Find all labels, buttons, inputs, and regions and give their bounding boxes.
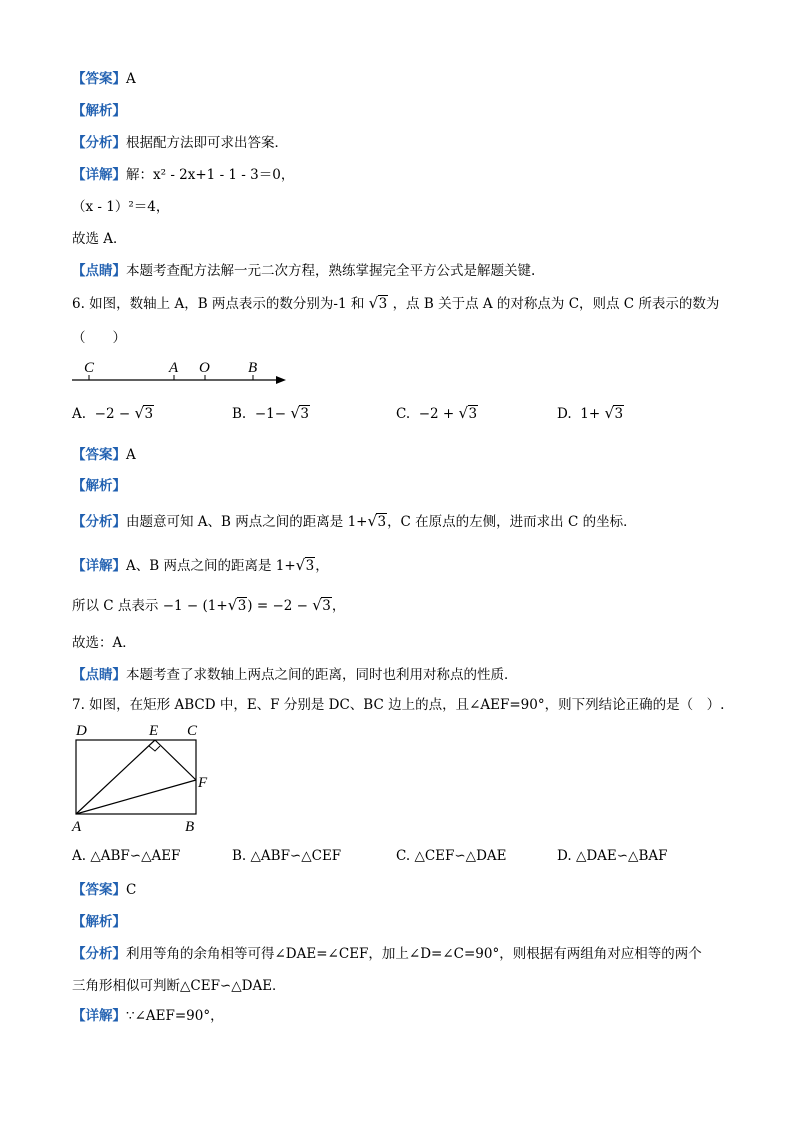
detail-text: A、B 两点之间的距离是 [126,558,272,574]
detail-text: 所以 C 点表示 [72,598,159,614]
q7-option-a [72,848,180,864]
option-sqrt [459,406,479,422]
fenxi-text: 根据配方法即可求出答案． [126,135,288,151]
option-prefix: −2 + [418,406,455,422]
q6-option-b [232,406,310,422]
q6-answer-line [72,443,136,463]
expr-part: ) [247,598,253,614]
q6-fenxi-line [72,510,637,530]
stem-part: ，点 B 关于点 A 的对称点为 C，则点 C 所表示的数为 [392,296,720,312]
answer-value: A [126,447,136,463]
comment-text: 本题考查配方法解一元二次方程，熟练掌握完全平方公式是解题关键. [126,263,536,279]
answer-tag: 【答案】 [72,447,126,463]
option-letter: D. [557,848,572,864]
q7-option-d [557,848,667,864]
radicand: 3 [378,296,388,312]
punct: ， [315,558,329,574]
q7-option-c [396,848,507,864]
sqrt-expression [228,598,248,614]
q7-fenxi-line2: 三角形相似可判断△CEF∽△DAE． [72,978,286,994]
expr-part: −1 − [162,598,199,614]
q7-analysis-tag [72,910,126,930]
option-text: △ABF∽△AEF [90,848,181,864]
label-c: C [84,360,95,376]
expr-prefix: 1+ [347,514,368,530]
option-text: △DAE∽△BAF [575,848,668,864]
label-d: D [76,723,87,739]
option-letter: D. [557,406,572,422]
q6-option-c [396,406,478,422]
option-prefix: 1+ [580,406,601,422]
q6-stem-line1 [72,292,719,312]
label-e: E [149,723,159,739]
segment-ef [155,740,196,780]
detail-tag: 【详解】 [72,1008,126,1024]
comment-tag: 【点睛】 [72,263,126,279]
sqrt-expression [369,296,389,312]
sqrt-expression [296,558,316,574]
radicand: 3 [322,598,331,614]
punct: ， [331,598,346,614]
detail-tag: 【详解】 [72,558,126,574]
comment-text: 本题考查了求数轴上两点之间的距离，同时也利用对称点的性质． [126,667,518,683]
label-o: O [199,360,210,376]
sqrt-expression [312,598,332,614]
answer-tag: 【答案】 [72,882,126,898]
fenxi-tag: 【分析】 [72,135,126,151]
analysis-tag: 【解析】 [72,478,126,494]
fenxi-tag: 【分析】 [72,946,126,962]
fenxi-text: ，C 在原点的左侧，进而求出 C 的坐标． [387,514,637,530]
q5-comment-line [72,259,535,279]
answer-tag: 【答案】 [72,71,126,87]
radicand: 3 [614,406,624,422]
option-letter: A. [72,406,87,422]
answer-value: A [126,71,136,87]
fenxi-text: 由题意可知 A、B 两点之间的距离是 [126,514,344,530]
expr-part: = −2 − [256,598,308,614]
q7-answer-line [72,878,136,898]
rectangle-figure [68,718,218,836]
sqrt-expression [367,514,387,530]
option-sqrt [604,406,624,422]
q6-comment-line [72,663,518,683]
q5-detail-line2: （x - 1）²＝4， [72,199,170,215]
comment-tag: 【点睛】 [72,667,126,683]
detail-text: 解：x² - 2x+1 - 1 - 3＝0， [126,167,295,183]
option-letter: B. [232,848,247,864]
option-text: △CEF∽△DAE [414,848,507,864]
option-letter: A. [72,848,87,864]
fenxi-tag: 【分析】 [72,514,126,530]
label-b: B [248,360,258,376]
analysis-tag: 【解析】 [72,103,126,119]
q6-option-a [72,406,154,422]
rectangle-abcd [76,740,196,814]
q5-analysis-tag [72,99,126,119]
q7-option-b [232,848,341,864]
q6-conclusion: 故选：A． [72,635,136,651]
option-prefix: −1− [254,406,287,422]
q7-stem: 7. 如图，在矩形 ABCD 中，E、F 分别是 DC、BC 边上的点，且∠AEF=90°，则下列结论正确的是（ ）. [72,697,725,713]
option-text: △ABF∽△CEF [250,848,342,864]
option-sqrt [134,406,154,422]
label-f: F [198,775,208,791]
q6-detail-line2 [72,594,345,614]
radicand: 3 [305,558,315,574]
radicand: 3 [237,598,247,614]
detail-tag: 【详解】 [72,167,126,183]
q6-option-d [557,406,624,422]
stem-part: 6. 如图，数轴上 A，B 两点表示的数分别为-1 和 [72,296,365,312]
label-a: A [169,360,179,376]
label-b: B [185,819,195,835]
q6-stem-line2: （ ） [72,330,126,346]
option-sqrt [290,406,310,422]
q5-detail-line3: 故选 A． [72,231,127,247]
q7-fenxi-line1 [72,942,702,962]
number-line-arrow [276,376,286,384]
detail-text: ∵∠AEF=90°， [126,1008,224,1024]
option-prefix: −2 − [94,406,131,422]
right-angle-mark [149,746,160,751]
option-letter: B. [232,406,247,422]
option-letter: C. [396,406,411,422]
q6-detail-line [72,554,329,574]
q5-detail-line [72,163,294,183]
answer-value: C [126,882,137,898]
q5-answer-line [72,67,136,87]
expr-prefix: 1+ [275,558,296,574]
fenxi-text: 利用等角的余角相等可得∠DAE=∠CEF，加上∠D=∠C=90°，则根据有两组角对应相等的两个 [126,946,702,962]
number-line-figure [70,356,292,388]
radicand: 3 [300,406,309,422]
label-c: C [187,723,198,739]
q6-analysis-tag [72,474,126,494]
radicand: 3 [468,406,478,422]
option-letter: C. [396,848,411,864]
radicand: 3 [377,514,387,530]
radicand: 3 [144,406,154,422]
label-a: A [72,819,82,835]
expr-part: (1+ [202,598,228,614]
q5-fenxi-line [72,131,288,151]
analysis-tag: 【解析】 [72,914,126,930]
q7-detail-line [72,1004,224,1024]
